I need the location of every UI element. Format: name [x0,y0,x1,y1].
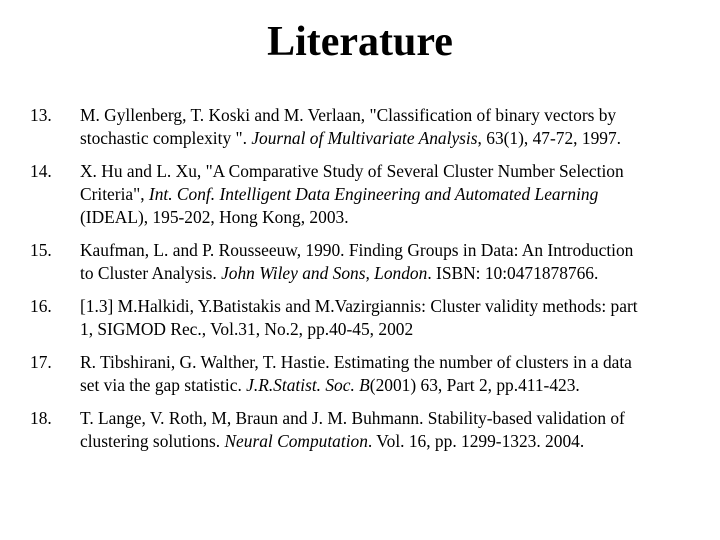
reference-segment: set via the gap statistic. [80,375,247,395]
reference-item [30,239,702,285]
reference-line [80,407,702,430]
reference-segment: , 63(1), 47-72, 1997. [477,128,622,148]
reference-number: 14. [30,161,52,181]
reference-segment: X. Hu and L. Xu, "A Comparative Study of Several Cluster Number Selection [80,161,624,181]
reference-item [30,295,702,341]
reference-item [30,351,702,397]
reference-line [80,351,702,374]
reference-segment: . ISBN: 10:0471878766. [427,263,599,283]
reference-italic-segment: John Wiley and Sons, London [221,263,428,283]
reference-line [80,206,702,229]
reference-italic-segment: Int. Conf. Intelligent Data Engineering and Automated Learning [148,184,599,204]
reference-line [80,262,702,285]
reference-segment: (IDEAL), 195-202, Hong Kong, 2003. [80,207,349,227]
reference-segment: to Cluster Analysis. [80,263,222,283]
reference-text [80,295,702,341]
reference-item [30,407,702,453]
reference-text [80,351,702,397]
reference-item [30,160,702,229]
reference-segment: . Vol. 16, pp. 1299-1323. 2004. [367,431,585,451]
reference-line [80,127,702,150]
page-title: Literature [267,19,453,65]
reference-segment: clustering solutions. [80,431,225,451]
reference-segment: M. Gyllenberg, T. Koski and M. Verlaan, "Classification of binary vectors by [80,105,617,125]
reference-number: 17. [30,352,52,372]
reference-list [30,104,702,463]
reference-line [80,318,702,341]
reference-segment: 1, SIGMOD Rec., Vol.31, No.2, pp.40-45, 2002 [80,319,414,339]
reference-number: 13. [30,105,52,125]
reference-item [30,104,702,150]
reference-number: 16. [30,296,52,316]
reference-segment: [1.3] M.Halkidi, Y.Batistakis and M.Vazirgiannis: Cluster validity methods: part [80,296,638,316]
reference-text [80,407,702,453]
reference-italic-segment: Neural Computation [224,431,368,451]
reference-segment: T. Lange, V. Roth, M, Braun and J. M. Buhmann. Stability-based validation of [80,408,625,428]
reference-segment: Kaufman, L. and P. Rousseeuw, 1990. Finding Groups in Data: An Introduction [80,240,634,260]
reference-line [80,374,702,397]
reference-number: 15. [30,240,52,260]
reference-italic-segment: Journal of Multivariate Analysis [251,128,478,148]
reference-italic-segment: J.R.Statist. Soc. B [246,375,370,395]
reference-text [80,239,702,285]
reference-segment: (2001) 63, Part 2, pp.411-423. [369,375,580,395]
reference-line [80,183,702,206]
reference-line [80,104,702,127]
reference-line [80,160,702,183]
reference-segment: R. Tibshirani, G. Walther, T. Hastie. Estimating the number of clusters in a data [80,352,632,372]
reference-segment: stochastic complexity ". [80,128,252,148]
reference-line [80,239,702,262]
reference-line [80,430,702,453]
reference-segment: Criteria", [80,184,149,204]
reference-text [80,104,702,150]
reference-number: 18. [30,408,52,428]
reference-line [80,295,702,318]
reference-text [80,160,702,229]
